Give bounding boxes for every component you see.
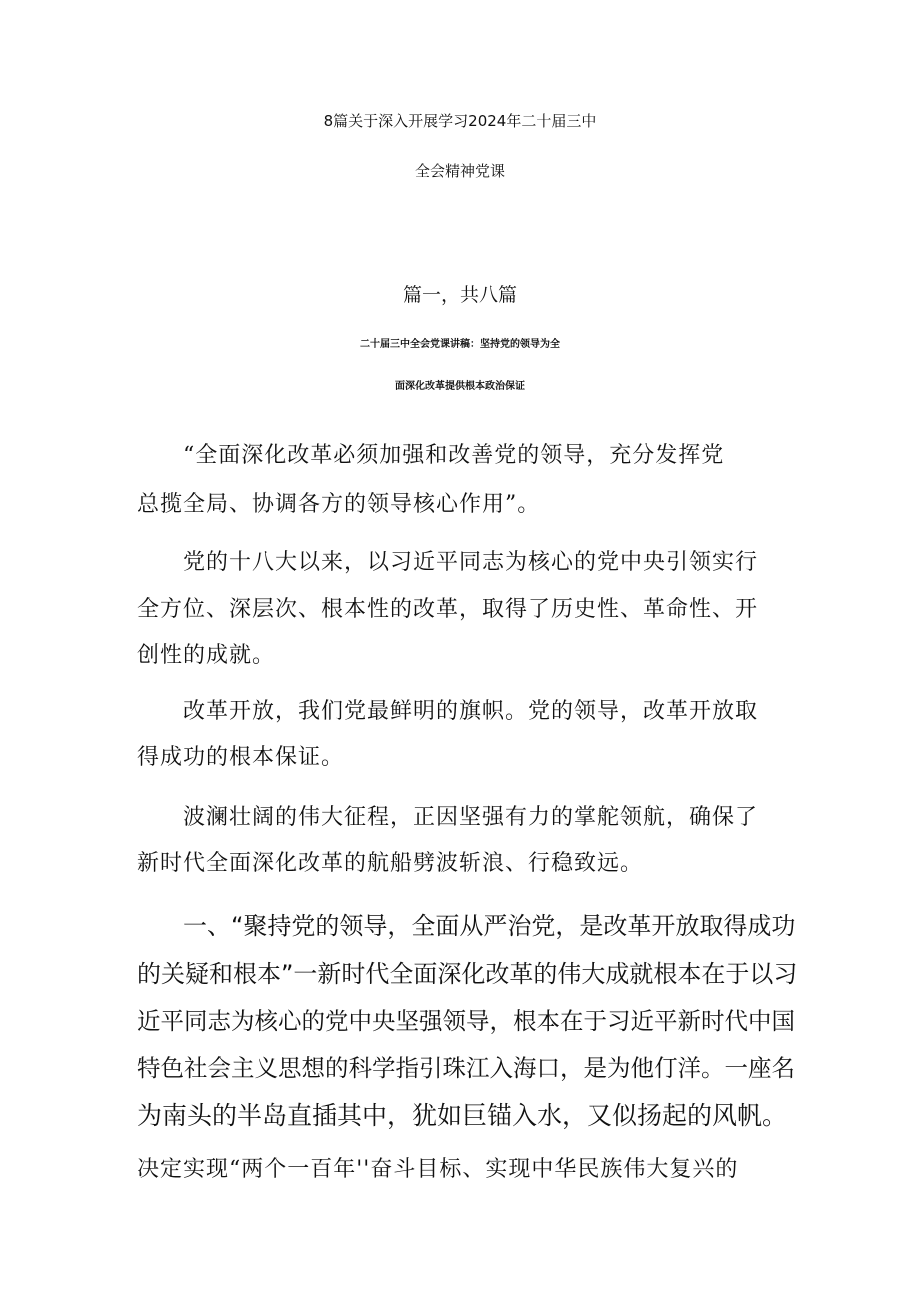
paragraph-line: 党的十八大以来，以习近平同志为核心的党中央引领实行: [183, 550, 759, 575]
paragraph-line: 近平同志为核心的党中央坚强领导，根本在于习近平新时代中国: [137, 1007, 795, 1035]
paragraph-line: 创性的成就。: [137, 643, 276, 668]
paragraph-line: 的关疑和根本”一新时代全面深化改革的伟大成就根本在于以习: [137, 960, 798, 988]
paragraph-line: 特色社会主义思想的科学指引珠江入海口，是为他仃洋。一座名: [137, 1054, 795, 1082]
document-title-line-2: 全会精神党课: [414, 162, 505, 180]
paragraph-line: 总揽全局、协调各方的领导核心作用”。: [137, 492, 541, 517]
paragraph-line: 一、“聚持党的领导，全面从严治党，是改革开放取得成功: [183, 912, 796, 940]
paragraph-line: 得成功的根本保证。: [137, 745, 345, 770]
paragraph-line: 决定实现“两个一百年''奋斗目标、实现中华民族伟大复兴的: [137, 1157, 739, 1182]
paragraph-line: 为南头的半岛直插其中，犹如巨锚入水，又似扬起的风帆。: [137, 1101, 788, 1130]
paragraph-line: 波澜壮阔的伟大征程，正因坚强有力的掌舵领航，确保了: [183, 805, 759, 830]
article-title-line-2: 面深化改革提供根本政治保证: [395, 381, 525, 392]
article-count: 篇一，共八篇: [402, 284, 517, 306]
document-title-line-1: 8篇关于深入开展学习2024年二十届三中: [323, 112, 597, 130]
article-title-line-1: 二十届三中全会党课讲稿：坚持党的领导为全: [360, 339, 560, 350]
paragraph-line: 新时代全面深化改革的航船劈波斩浪、行稳致远。: [137, 851, 644, 876]
paragraph-line: 改革开放，我们党最鲜明的旗帜。党的领导，改革开放取: [183, 699, 759, 724]
paragraph-line: 全方位、深层次、根本性的改革，取得了历史性、革命性、开: [137, 597, 759, 622]
paragraph-line: “全面深化改革必须加强和改善党的领导，充分发挥党: [183, 443, 725, 468]
